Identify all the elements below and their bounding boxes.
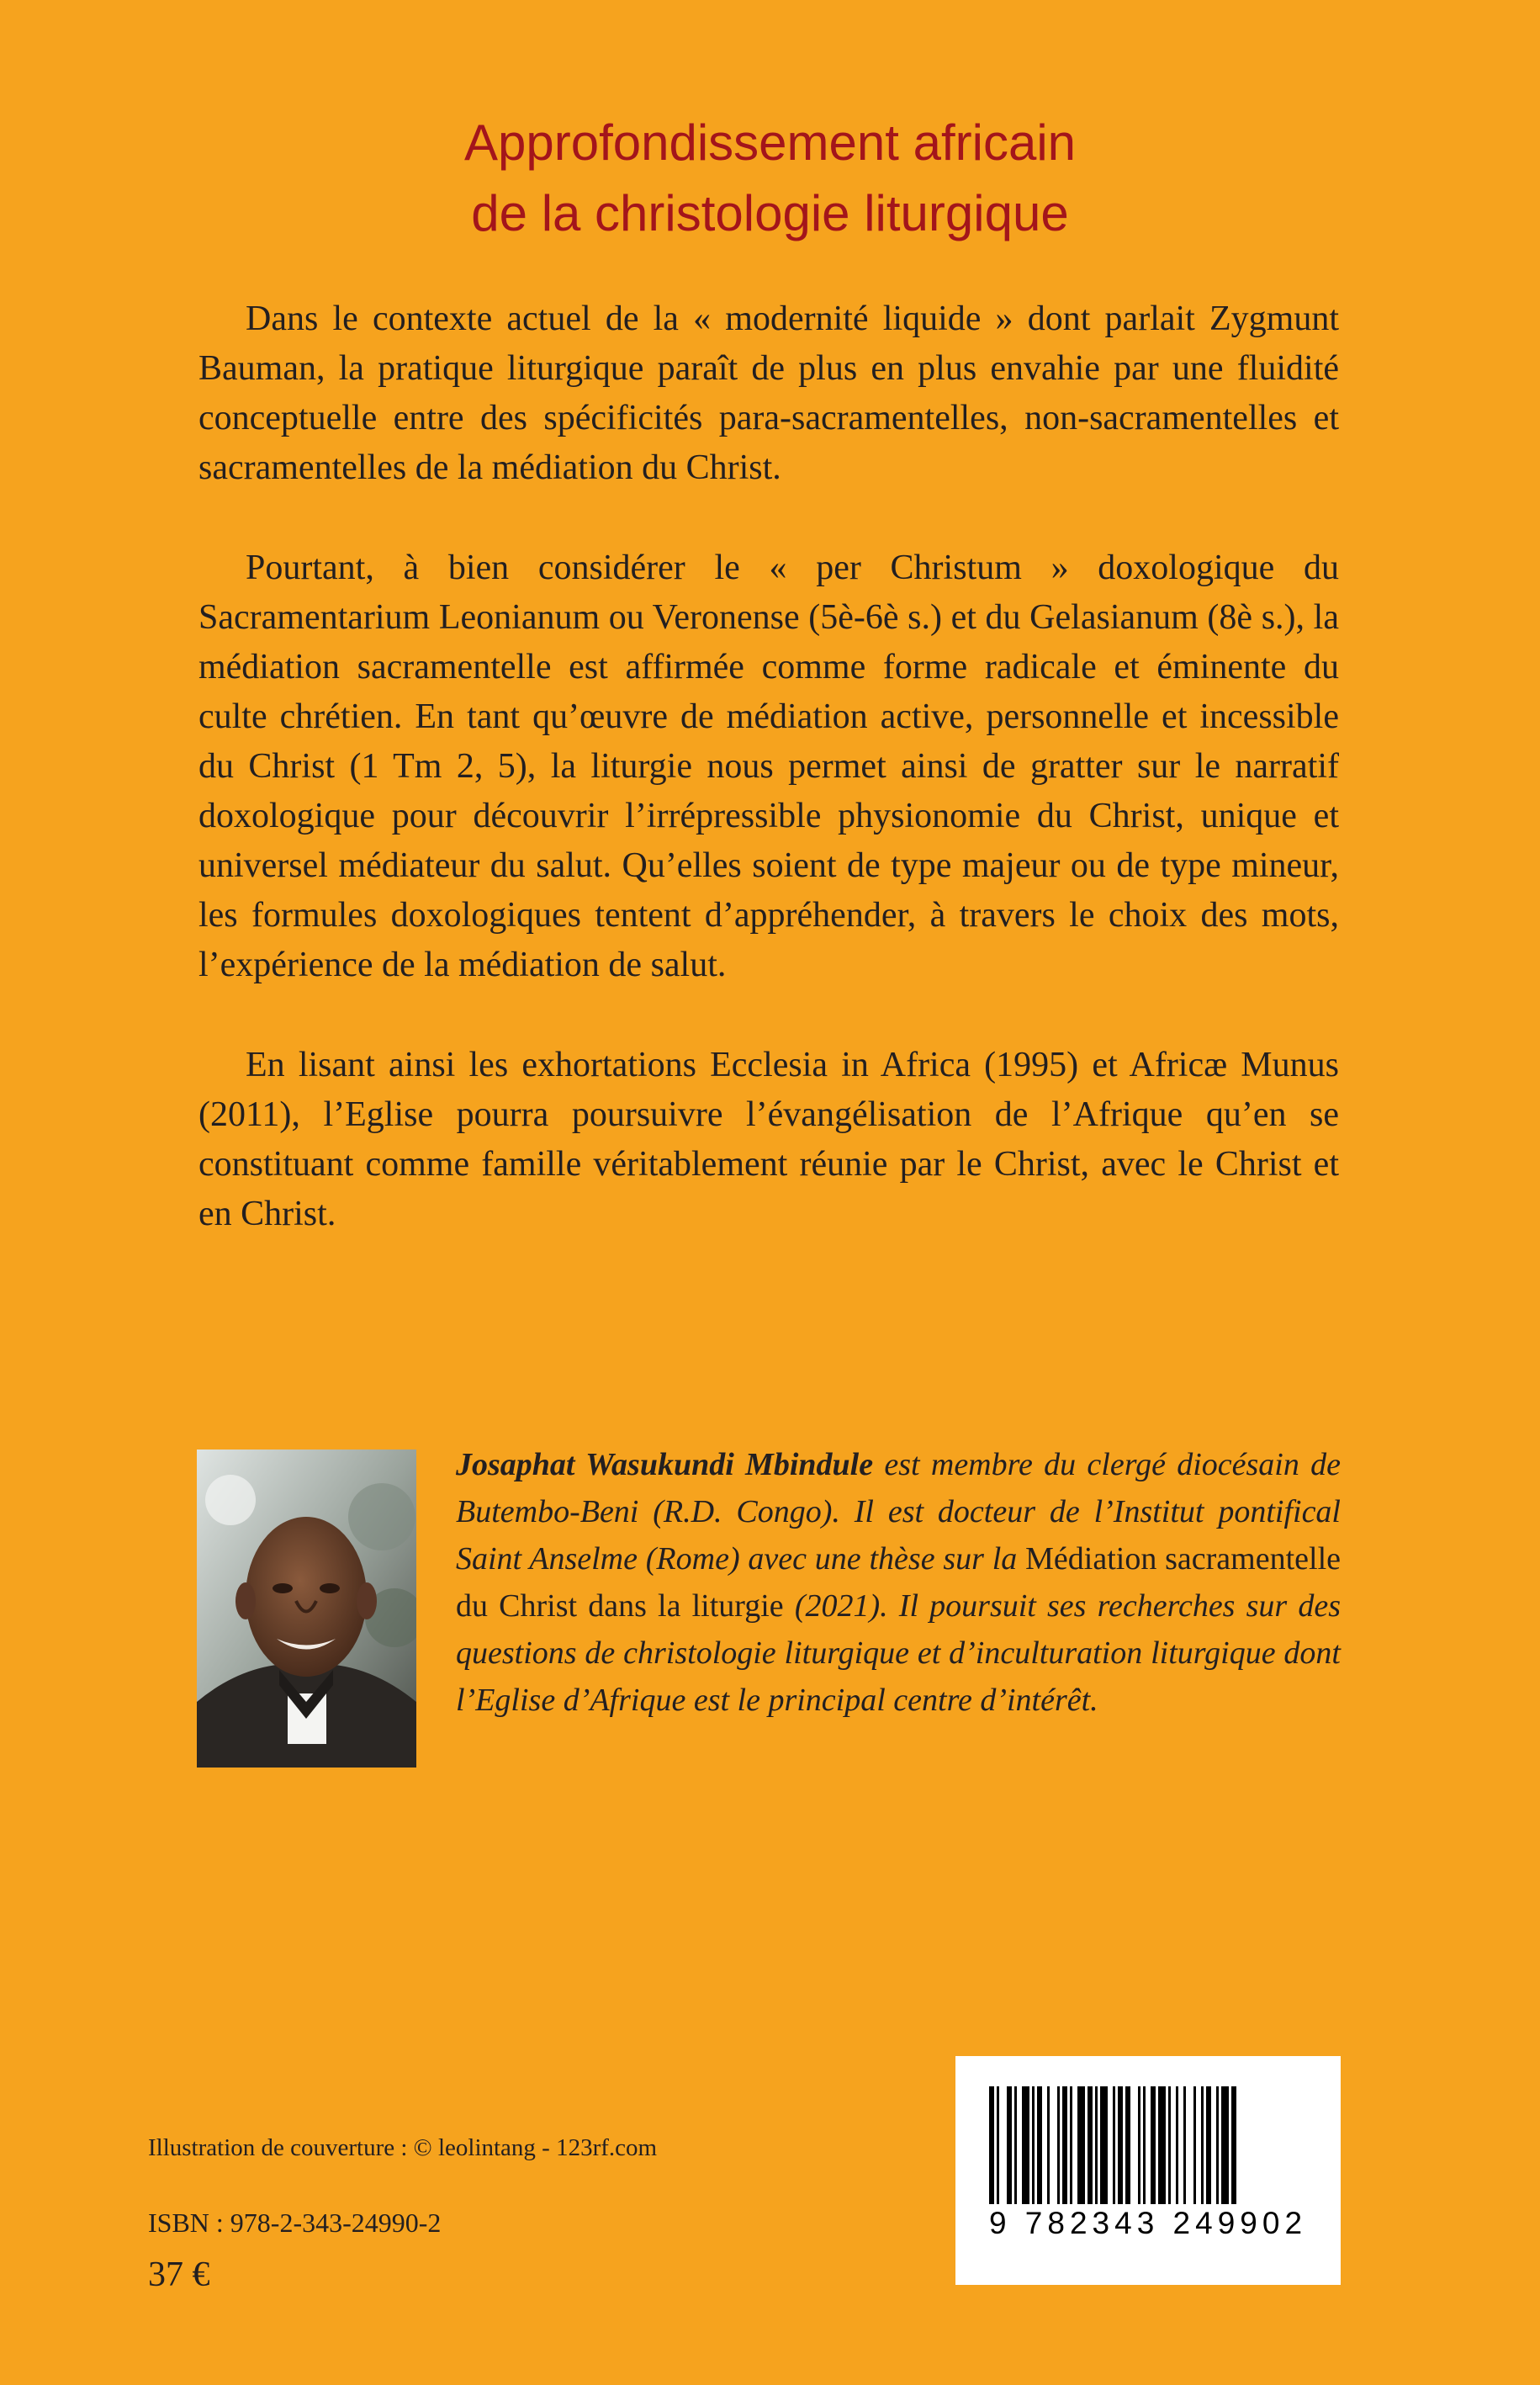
isbn: ISBN : 978-2-343-24990-2: [148, 2207, 442, 2238]
price: 37 €: [148, 2255, 210, 2294]
barcode-bar: [1077, 2086, 1085, 2204]
bio-text-part-1: est membre du clergé diocésain de Butembo-Beni (R.D. Congo). Il est docteur de l’Institut pontifical Saint Anselme (Rome) avec une thèse sur la: [456, 1447, 1342, 1577]
barcode-bar: [1193, 2086, 1196, 2204]
barcode-bar: [1231, 2086, 1236, 2204]
barcode-bar: [1143, 2086, 1146, 2204]
barcode-bar: [1057, 2086, 1060, 2204]
barcode-bar: [1138, 2086, 1140, 2204]
barcode-bar: [1032, 2086, 1035, 2204]
barcode-bar: [1014, 2086, 1017, 2204]
barcode-bar: [1062, 2086, 1067, 2204]
title-line-2: de la christologie liturgique: [471, 185, 1069, 241]
summary-paragraph-3: En lisant ainsi les exhortations Ecclesia in Africa (1995) et Africæ Munus (2011), l’Eglise pourra poursuivre l’évangélisation de l’Afrique qu’en se constituant comme famille véritablement réunie par le Christ, avec le Christ et en Christ.: [198, 1046, 1339, 1233]
title-line-1: Approfondissement africain: [463, 114, 1077, 171]
summary-paragraph-1: Dans le contexte actuel de la « modernité liquide » dont parlait Zygmunt Bauman, la pratique liturgique paraît de plus en plus envahie par une fluidité conceptuelle entre des spécificités para-sacramentelles, non-sacramentelles et sacramentelles de la médiation du Christ.: [198, 299, 1339, 487]
barcode-bar: [1100, 2086, 1108, 2204]
barcode-bars-image: [955, 2056, 1341, 2285]
barcode-bar: [1047, 2086, 1050, 2204]
cover-illustration-credit: Illustration de couverture : © leolintang - 123rf.com: [148, 2134, 658, 2161]
summary-paragraph-2: Pourtant, à bien considérer le « per Christum » doxologique du Sacramentarium Leonianum ou Veronense (5è-6è s.) et du Gelasianum (8è s.), la médiation sacramentelle est affirmée comme forme radicale et éminente du culte chrétien. En tant qu’œuvre de médiation active, personnelle et incessible du Christ (1 Tm 2, 5), la liturgie nous permet ainsi de gratter sur le narratif doxologique pour découvrir l’irrépressible physionomie du Christ, unique et universel médiateur du salut. Qu’elles soient de type majeur ou de type mineur, les formules doxologiques tentent d’appréhender, à travers le choix des mots, l’expérience de la médiation de salut.: [198, 549, 1339, 984]
barcode-bar: [1216, 2086, 1219, 2204]
book-title: [0, 108, 1540, 249]
barcode-bar: [1095, 2086, 1098, 2204]
thesis-title: Médiation sacramentelle du Christ dans la liturgie: [456, 1541, 1341, 1624]
barcode-bar: [1088, 2086, 1093, 2204]
barcode-bar: [1070, 2086, 1072, 2204]
barcode-bar: [1118, 2086, 1123, 2204]
barcode-bar: [1022, 2086, 1029, 2204]
barcode-bar: [1176, 2086, 1178, 2204]
barcode-bar: [989, 2086, 994, 2204]
barcode-bar: [1168, 2086, 1171, 2204]
bio-text-part-2: (2021). Il poursuit ses recherches sur des questions de christologie liturgique et d’inculturation liturgique dont l’Eglise d’Afrique est le principal centre d’intérêt.: [456, 1588, 1342, 1718]
barcode-bar: [1183, 2086, 1186, 2204]
summary-text: [198, 294, 1339, 1239]
barcode: [955, 2056, 1341, 2285]
barcode-bar: [1201, 2086, 1204, 2204]
barcode-bar: [1158, 2086, 1166, 2204]
barcode-bar: [1113, 2086, 1115, 2204]
author-biography: [456, 1441, 1341, 1724]
barcode-bar: [997, 2086, 999, 2204]
barcode-bar: [1206, 2086, 1211, 2204]
barcode-bar: [1037, 2086, 1042, 2204]
author-photo: [197, 1450, 416, 1768]
barcode-bar: [1125, 2086, 1130, 2204]
author-name: Josaphat Wasukundi Mbindule: [456, 1447, 874, 1482]
barcode-digits: 9 782343 249902: [988, 2206, 1308, 2240]
author-portrait-image: [197, 1450, 416, 1768]
barcode-bar: [1151, 2086, 1156, 2204]
barcode-bar: [1007, 2086, 1012, 2204]
barcode-bar: [1221, 2086, 1229, 2204]
